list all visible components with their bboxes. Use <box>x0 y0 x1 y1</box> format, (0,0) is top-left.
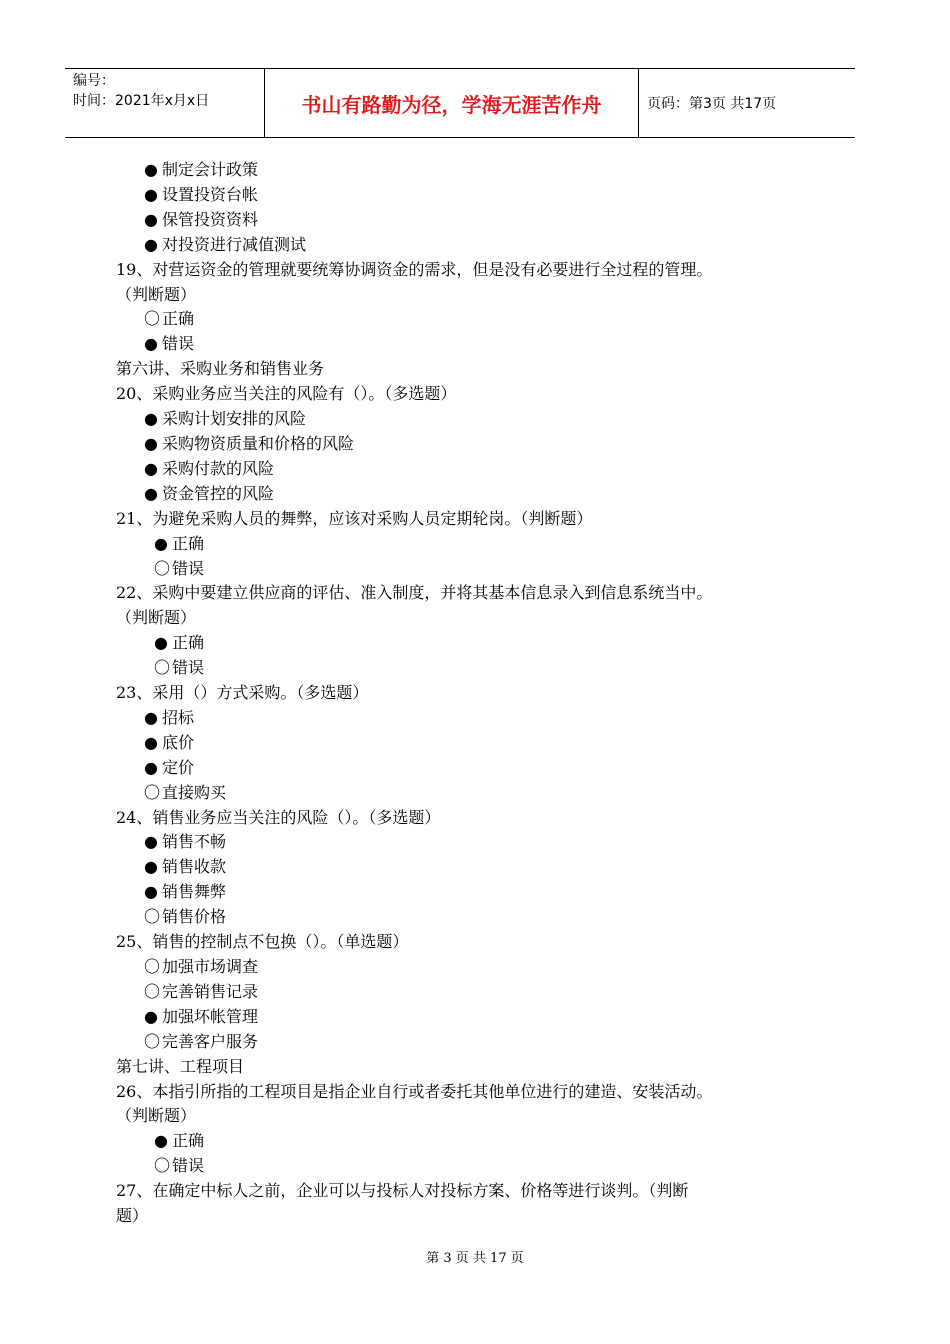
hollow-circle-icon: 〇 <box>144 782 161 802</box>
line-text: 正确 <box>172 633 205 653</box>
header-number: 编号： <box>73 73 115 89</box>
line-text: 错误 <box>172 558 205 578</box>
hollow-circle-icon: 〇 <box>144 309 161 329</box>
filled-bullet-icon: ● <box>144 707 158 727</box>
answer-option <box>116 631 836 656</box>
question-line <box>116 681 836 706</box>
answer-option <box>116 781 836 806</box>
line-text: 保管投资资料 <box>162 209 259 229</box>
hollow-circle-icon: 〇 <box>154 658 171 678</box>
line-text: 22、采购中要建立供应商的评估、准入制度，并将其基本信息录入到信息系统当中。 <box>116 583 713 603</box>
line-text: 27、在确定中标人之前，企业可以与投标人对投标方案、价格等进行谈判。（判断 <box>116 1181 689 1201</box>
line-text: 定价 <box>162 757 195 777</box>
line-text: 对投资进行减值测试 <box>162 234 307 254</box>
answer-option <box>116 830 836 855</box>
filled-bullet-icon: ● <box>154 1131 168 1151</box>
line-text: 完善客户服务 <box>162 1031 259 1051</box>
line-text: 错误 <box>172 658 205 678</box>
answer-option <box>116 332 836 357</box>
line-text: 采购付款的风险 <box>162 458 275 478</box>
line-text: 第七讲、工程项目 <box>116 1056 245 1076</box>
answer-option <box>116 183 836 208</box>
question-line <box>116 930 836 955</box>
answer-option <box>116 905 836 930</box>
line-text: 设置投资台帐 <box>162 184 259 204</box>
line-text: （判断题） <box>116 284 197 304</box>
document-body <box>116 158 836 1229</box>
line-text: 19、对营运资金的管理就要统筹协调资金的需求，但是没有必要进行全过程的管理。 <box>116 259 713 279</box>
line-text: 完善销售记录 <box>162 981 259 1001</box>
header-page-info: 页码：第3页 共17页 <box>647 96 777 112</box>
filled-bullet-icon: ● <box>144 757 158 777</box>
question-line <box>116 507 836 532</box>
line-text: （判断题） <box>116 1106 197 1126</box>
filled-bullet-icon: ● <box>144 832 158 852</box>
question-line <box>116 1179 836 1204</box>
line-text: 21、为避免采购人员的舞弊，应该对采购人员定期轮岗。（判断题） <box>116 508 593 528</box>
answer-option <box>116 432 836 457</box>
hollow-circle-icon: 〇 <box>144 1031 161 1051</box>
answer-option <box>116 557 836 582</box>
filled-bullet-icon: ● <box>144 483 158 503</box>
filled-bullet-icon: ● <box>144 857 158 877</box>
header-motto: 书山有路勤为径，学海无涯苦作舟 <box>265 69 639 137</box>
line-text: 第六讲、采购业务和销售业务 <box>116 359 325 379</box>
question-line <box>116 581 836 606</box>
header-meta <box>65 69 265 137</box>
filled-bullet-icon: ● <box>144 334 158 354</box>
line-text: 加强市场调查 <box>162 957 259 976</box>
line-text: 加强坏帐管理 <box>162 1006 259 1026</box>
answer-option <box>116 407 836 432</box>
filled-bullet-icon: ● <box>144 160 158 179</box>
question-line <box>116 1080 836 1105</box>
question-line <box>116 606 836 631</box>
answer-option <box>116 208 836 233</box>
question-line <box>116 806 836 831</box>
question-line <box>116 382 836 407</box>
filled-bullet-icon: ● <box>144 409 158 429</box>
header-time: 时间：2021年x月x日 <box>73 93 210 109</box>
hollow-circle-icon: 〇 <box>144 957 161 976</box>
answer-option <box>116 532 836 557</box>
filled-bullet-icon: ● <box>144 1006 158 1026</box>
line-text: 采购物资质量和价格的风险 <box>162 433 355 453</box>
answer-option <box>116 656 836 681</box>
answer-option <box>116 1129 836 1154</box>
line-text: 制定会计政策 <box>162 160 259 179</box>
line-text: 错误 <box>162 334 195 354</box>
answer-option <box>116 1030 836 1055</box>
line-text: 23、采用（）方式采购。（多选题） <box>116 683 369 703</box>
page-footer: 第 3 页 共 17 页 <box>426 1251 524 1266</box>
line-text: 销售价格 <box>162 907 227 927</box>
line-text: 采购计划安排的风险 <box>162 409 307 429</box>
answer-option <box>116 307 836 332</box>
line-text: 24、销售业务应当关注的风险（）。（多选题） <box>116 807 441 827</box>
answer-option <box>116 158 836 183</box>
question-line <box>116 1204 836 1229</box>
hollow-circle-icon: 〇 <box>154 558 171 578</box>
line-text: 销售不畅 <box>162 832 227 852</box>
line-text: 正确 <box>172 1131 205 1151</box>
answer-option <box>116 706 836 731</box>
line-text: （判断题） <box>116 608 197 628</box>
answer-option <box>116 457 836 482</box>
question-line <box>116 1055 836 1080</box>
answer-option <box>116 1154 836 1179</box>
line-text: 26、本指引所指的工程项目是指企业自行或者委托其他单位进行的建造、安装活动。 <box>116 1081 713 1101</box>
line-text: 正确 <box>172 533 205 553</box>
filled-bullet-icon: ● <box>144 209 158 229</box>
question-line <box>116 1104 836 1129</box>
page-header <box>65 68 855 138</box>
hollow-circle-icon: 〇 <box>144 907 161 927</box>
line-text: 资金管控的风险 <box>162 483 275 503</box>
line-text: 20、采购业务应当关注的风险有（）。（多选题） <box>116 384 457 404</box>
filled-bullet-icon: ● <box>144 234 158 254</box>
line-text: 25、销售的控制点不包换（）。（单选题） <box>116 932 409 952</box>
answer-option <box>116 731 836 756</box>
answer-option <box>116 482 836 507</box>
answer-option <box>116 955 836 980</box>
filled-bullet-icon: ● <box>154 633 168 653</box>
line-text: 销售收款 <box>162 857 227 877</box>
answer-option <box>116 855 836 880</box>
line-text: 错误 <box>172 1156 205 1176</box>
answer-option <box>116 980 836 1005</box>
line-text: 底价 <box>162 732 195 752</box>
answer-option <box>116 756 836 781</box>
filled-bullet-icon: ● <box>144 184 158 204</box>
answer-option <box>116 1005 836 1030</box>
line-text: 销售舞弊 <box>162 882 227 902</box>
line-text: 直接购买 <box>162 782 227 802</box>
filled-bullet-icon: ● <box>144 882 158 902</box>
filled-bullet-icon: ● <box>144 458 158 478</box>
filled-bullet-icon: ● <box>144 433 158 453</box>
question-line <box>116 283 836 308</box>
filled-bullet-icon: ● <box>154 533 168 553</box>
answer-option <box>116 233 836 258</box>
answer-option <box>116 880 836 905</box>
line-text: 招标 <box>162 707 195 727</box>
hollow-circle-icon: 〇 <box>144 981 161 1001</box>
line-text: 正确 <box>162 309 195 329</box>
line-text: 题） <box>116 1206 149 1226</box>
question-line <box>116 258 836 283</box>
question-line <box>116 357 836 382</box>
filled-bullet-icon: ● <box>144 732 158 752</box>
hollow-circle-icon: 〇 <box>154 1156 171 1176</box>
